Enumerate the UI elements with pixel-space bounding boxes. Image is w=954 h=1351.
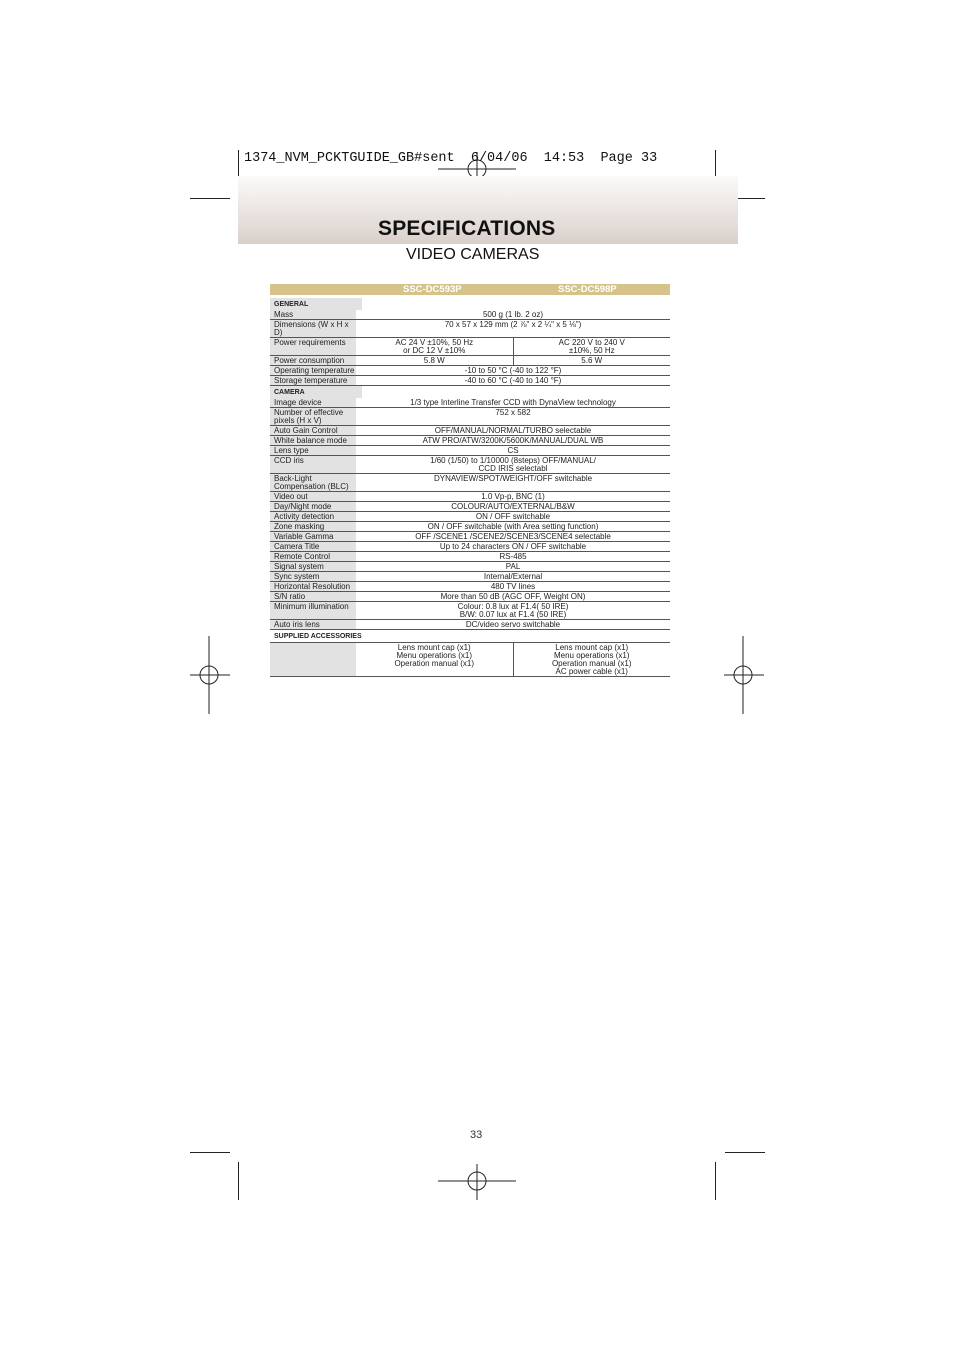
crop-mark (190, 198, 230, 199)
section-header: CAMERA (270, 386, 670, 398)
spec-row: Number of effective pixels (H x V) 752 x 582 (270, 408, 670, 426)
spec-row: Variable Gamma OFF /SCENE1 /SCENE2/SCENE3/SCENE4 selectable (270, 532, 670, 542)
page-subtitle: VIDEO CAMERAS (406, 246, 540, 263)
spec-row: CCD iris 1/60 (1/50) to 1/10000 (8steps) OFF/MANUAL/ CCD IRIS selectabl (270, 456, 670, 474)
spec-row: Sync system Internal/External (270, 572, 670, 582)
model-header (270, 284, 670, 295)
spec-row: Lens type CS (270, 446, 670, 456)
spec-row: Zone masking ON / OFF switchable (with Area setting function) (270, 522, 670, 532)
section-header: GENERAL (270, 298, 670, 310)
spec-row: Video out 1.0 Vp-p, BNC (1) (270, 492, 670, 502)
crop-mark (190, 1152, 230, 1153)
registration-mark-icon (438, 1162, 516, 1202)
model-label: SSC-DC593P (403, 284, 462, 295)
section-header: SUPPLIED ACCESSORIES (274, 633, 362, 640)
spec-row: Signal system PAL (270, 562, 670, 572)
spec-row: Mass 500 g (1 lb. 2 oz) (270, 310, 670, 320)
spec-row: S/N ratio More than 50 dB (AGC OFF, Weight ON) (270, 592, 670, 602)
spec-row: Dimensions (W x H x D) 70 x 57 x 129 mm (2 ⅞" x 2 ¼" x 5 ⅛") (270, 320, 670, 338)
registration-mark-icon (190, 636, 230, 714)
registration-mark-icon (724, 636, 764, 714)
spec-row: Operating temperature -10 to 50 °C (-40 to 122 °F) (270, 366, 670, 376)
spec-row: Auto Gain Control OFF/MANUAL/NORMAL/TURBO selectable (270, 426, 670, 436)
spec-row: Horizontal Resolution 480 TV lines (270, 582, 670, 592)
model-label: SSC-DC598P (558, 284, 617, 295)
spec-row: Minimum illumination Colour: 0.8 lux at F1.4( 50 IRE) B/W: 0.07 lux at F1.4 (50 IRE) (270, 602, 670, 620)
crop-mark (715, 1162, 716, 1200)
spec-row: Back-Light Compensation (BLC) DYNAVIEW/SPOT/WEIGHT/OFF switchable (270, 474, 670, 492)
spec-row: Camera Title Up to 24 characters ON / OFF switchable (270, 542, 670, 552)
spec-row: Auto iris lens DC/video servo switchable (270, 620, 670, 630)
spec-row: Power requirements AC 24 V ±10%, 50 Hz or DC 12 V ±10% AC 220 V to 240 V ±10%, 50 Hz (270, 338, 670, 356)
spec-row: Power consumption 5.8 W 5.6 W (270, 356, 670, 366)
spec-row: Lens mount cap (x1) Menu operations (x1) Operation manual (x1) Lens mount cap (x1) Menu operations (x1) Operation manual (x1) AC power cable (x1) (270, 642, 670, 677)
spec-table (270, 284, 670, 677)
spec-row: Storage temperature -40 to 60 °C (-40 to 140 °F) (270, 376, 670, 386)
page-title: SPECIFICATIONS (378, 217, 556, 240)
spec-row: Remote Control RS-485 (270, 552, 670, 562)
spec-row: Day/Night mode COLOUR/AUTO/EXTERNAL/B&W (270, 502, 670, 512)
page-number: 33 (470, 1129, 483, 1141)
crop-mark (238, 1162, 239, 1200)
spec-row: Image device 1/3 type Interline Transfer CCD with DynaView technology (270, 398, 670, 408)
crop-mark (725, 1152, 765, 1153)
print-slug: 1374_NVM_PCKTGUIDE_GB#sent 6/04/06 14:53 Page 33 (244, 151, 658, 166)
spec-row: Activity detection ON / OFF switchable (270, 512, 670, 522)
spec-row: White balance mode ATW PRO/ATW/3200K/5600K/MANUAL/DUAL WB (270, 436, 670, 446)
